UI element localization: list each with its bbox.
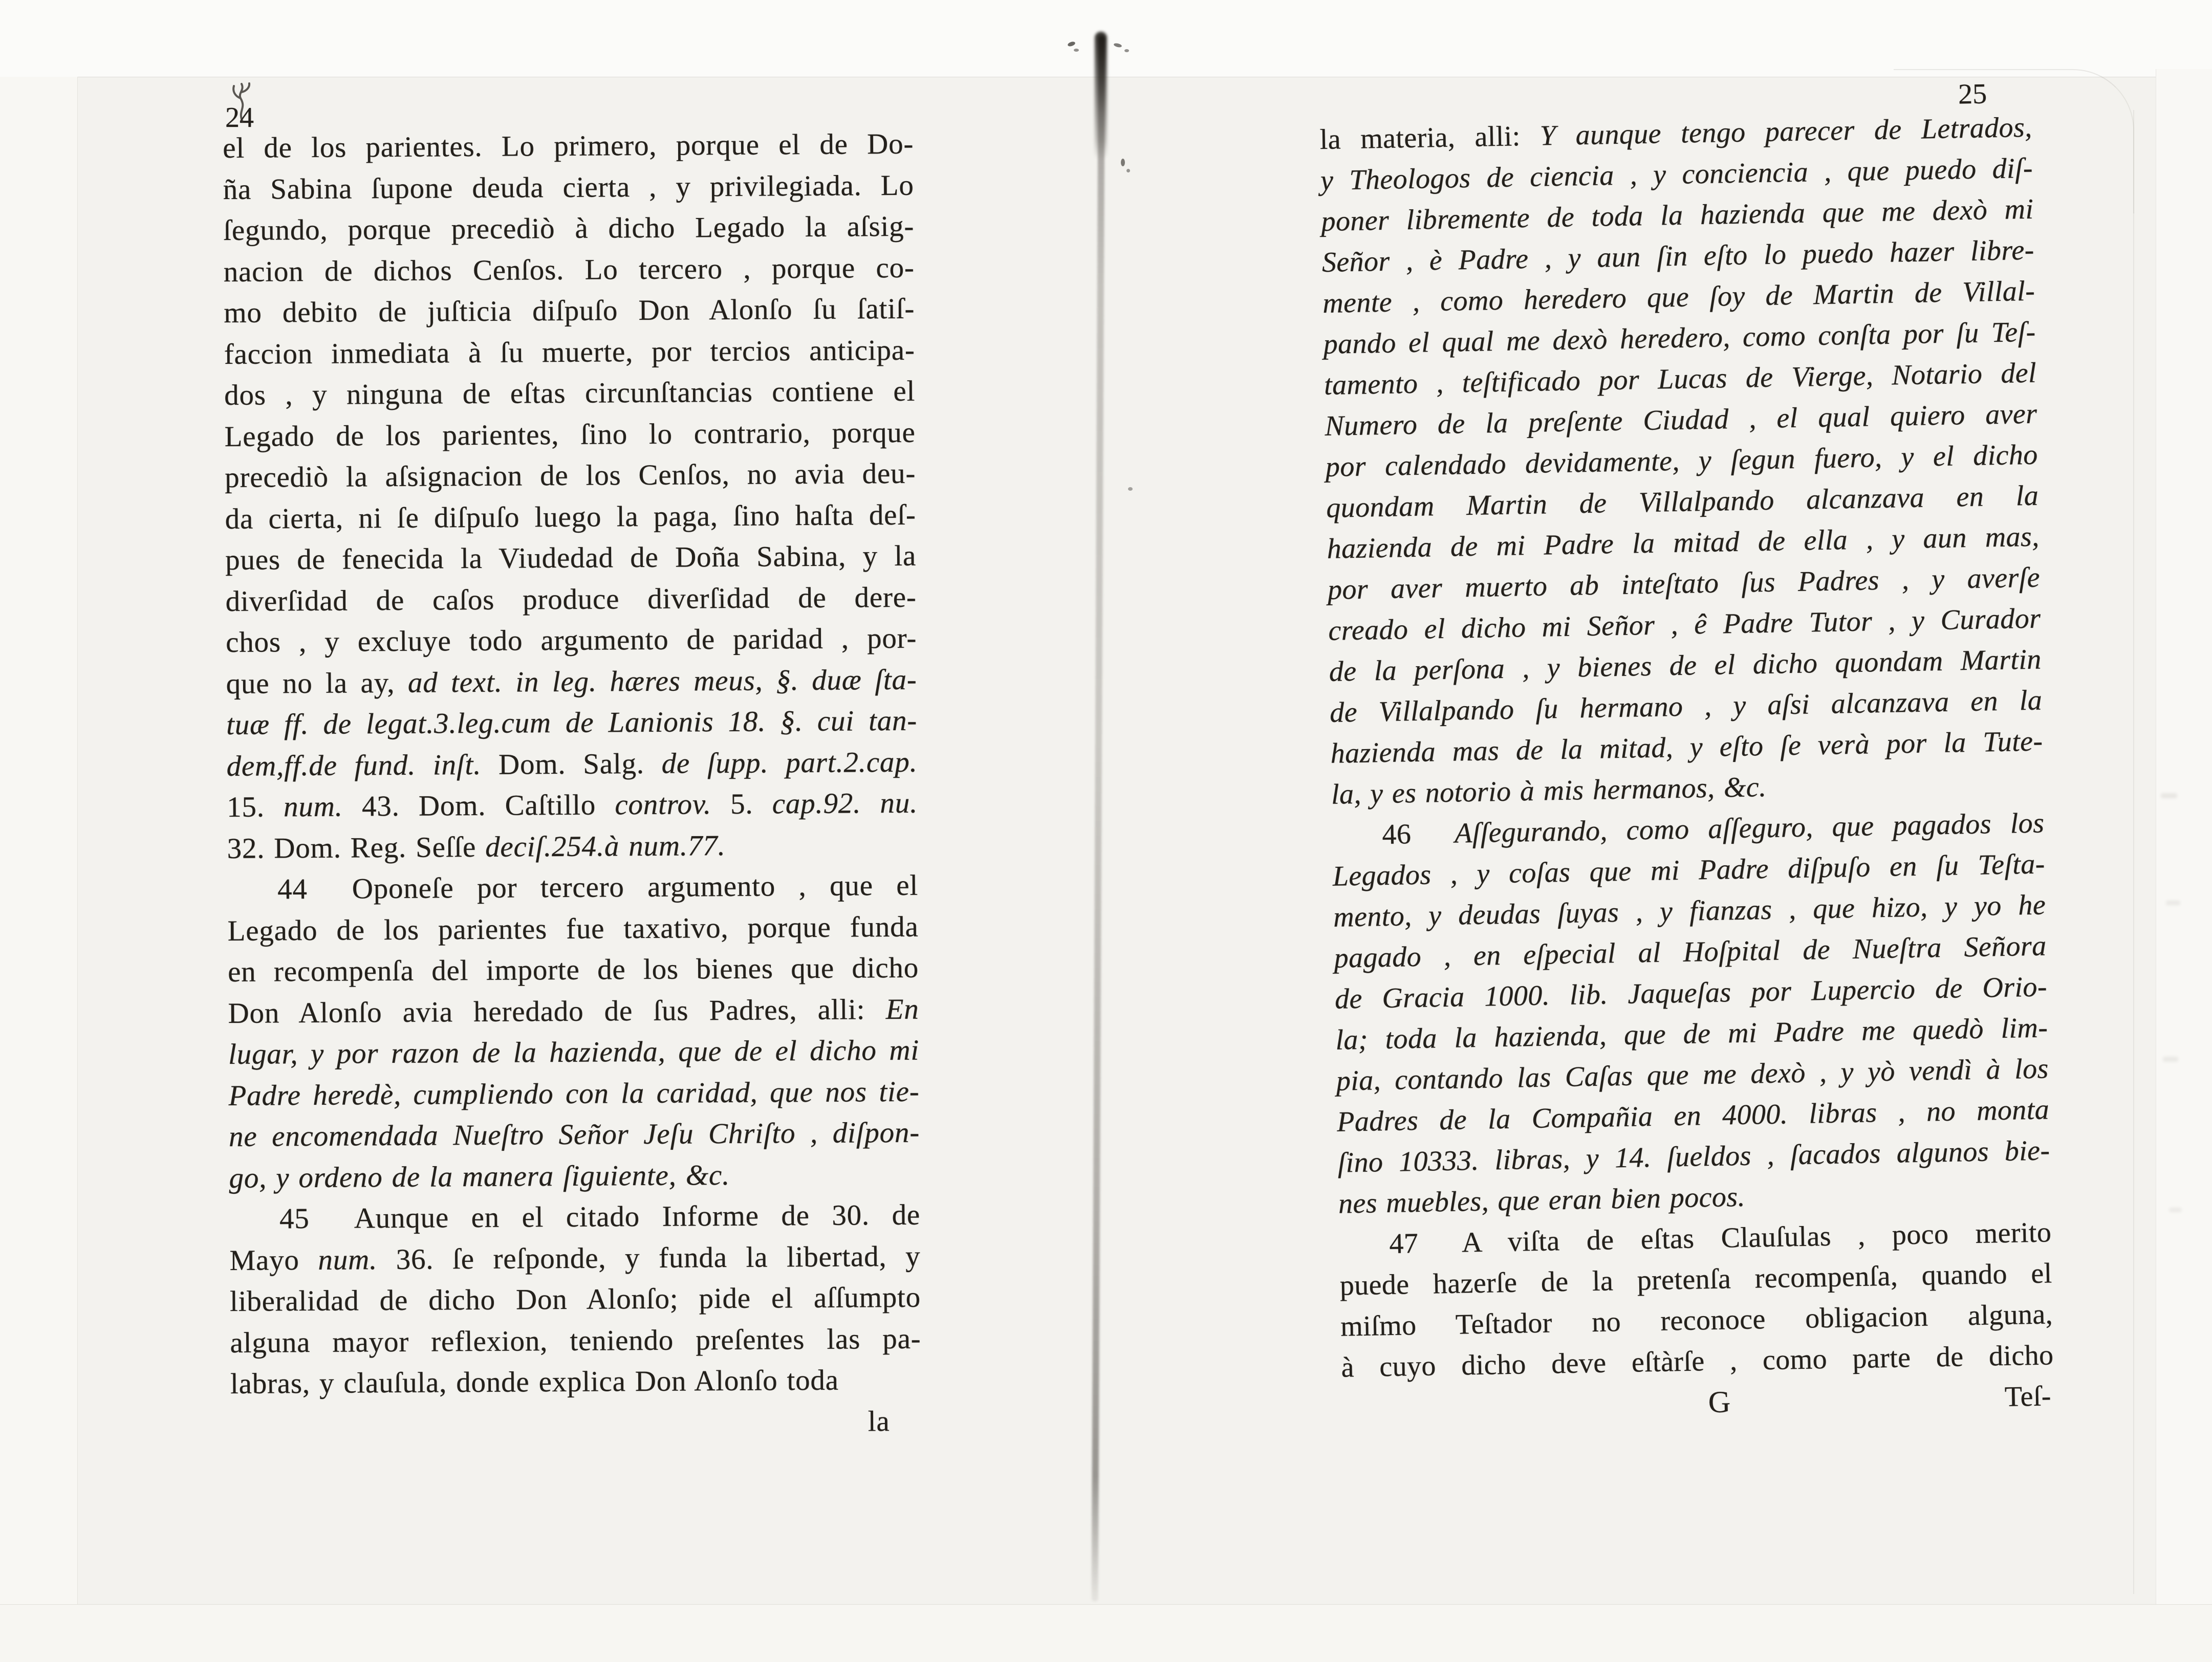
text-line <box>223 124 914 169</box>
text-segment: go, y ordeno de la manera ſiguiente, &c. <box>229 1158 730 1194</box>
text-segment: pia, contando las Caſas que me dexò , y yò vendì à los <box>1336 1053 2049 1097</box>
text-segment: dos , y ninguna de eſtas circunſtancias contiene el <box>224 375 916 411</box>
text-segment: pagado , en eſpecial al Hoſpital de Nueſtra Señora <box>1334 930 2047 974</box>
text-segment: 5. <box>730 788 772 820</box>
text-line <box>227 906 918 952</box>
text-segment: la materia, alli: <box>1319 120 1541 156</box>
text-segment: puede hazerſe de la pretenſa recompenſa, quando el <box>1339 1257 2053 1302</box>
text-segment: creado el dicho mi Señor , ê Padre Tutor , y Curador <box>1328 602 2041 647</box>
catchword: la <box>868 1405 890 1437</box>
ink-speck <box>1126 169 1130 172</box>
text-segment: diverſidad de caſos produce diverſidad de dere- <box>225 581 917 618</box>
text-line <box>226 659 917 705</box>
text-segment: quondam Martin de Villalpando alcanzava en la <box>1326 479 2039 524</box>
text-segment: mente , como heredero que ſoy de Martin de Villal- <box>1322 275 2035 319</box>
text-line <box>229 1153 920 1199</box>
gathering-signature-mark: G <box>1708 1385 1731 1419</box>
text-segment: Padre heredè, cumpliendo con la caridad, que nos tie- <box>228 1075 920 1112</box>
bleed-through-mark <box>2169 1208 2182 1212</box>
text-line <box>228 1030 919 1076</box>
text-segment: En <box>885 993 919 1025</box>
bleed-through-mark <box>2166 901 2180 905</box>
text-line <box>228 1071 919 1117</box>
catchword-line <box>230 1401 921 1446</box>
text-segment: chos , y excluye todo argumento de paridad , por- <box>225 622 917 659</box>
text-segment: num. <box>283 790 362 823</box>
text-line <box>227 824 918 869</box>
text-segment: por aver muerto ab inteſtato ſus Padres , y averſe <box>1327 561 2041 606</box>
text-segment: 46 <box>1381 817 1455 851</box>
ink-speck <box>1128 487 1133 491</box>
text-segment: controv. <box>615 788 731 821</box>
text-line <box>223 247 914 293</box>
ink-speck <box>1121 159 1125 166</box>
text-segment: Mayo <box>229 1243 318 1277</box>
text-line <box>225 577 916 622</box>
text-segment: Don Alonſo avia heredado de ſus Padres, alli: <box>228 993 886 1030</box>
text-segment: da cierta, ni ſe diſpuſo luego la paga, ſino haſta deſ- <box>225 498 916 535</box>
binding-fold-top-shadow <box>1095 32 1107 160</box>
text-segment: 47 A viſta de eſtas Clauſulas , poco merito <box>1389 1216 2052 1260</box>
text-line <box>224 289 915 334</box>
text-segment: 44 Oponeſe por tercero argumento , que el <box>277 869 919 906</box>
text-segment: 32. Dom. Reg. Seſſe <box>227 830 486 865</box>
text-line <box>230 1277 921 1323</box>
page-number-right: 25 <box>1958 78 1987 111</box>
text-line <box>228 948 919 993</box>
ink-speck <box>1074 49 1079 52</box>
text-segment: ſegundo, porque precediò à dicho Legado la aſsig- <box>223 210 915 247</box>
text-segment: Aſſegurando, como aſſeguro, que pagados los <box>1454 807 2045 849</box>
text-segment: tuæ ff. de legat.3.leg.cum de Lanionis 18. §. cui tan- <box>226 704 918 741</box>
text-segment: labras, y clauſula, donde explica Don Alonſo toda <box>230 1364 839 1400</box>
text-segment: Padres de la Compañia en 4000. libras , no monta <box>1336 1094 2050 1138</box>
text-line <box>226 618 917 664</box>
ink-blemish <box>220 81 264 124</box>
paper-bottom-edge <box>0 1604 2212 1662</box>
text-segment: à cuyo dicho deve eſtàrſe , como parte de dicho <box>1341 1339 2054 1384</box>
text-segment: de Villalpando ſu hermano , y aſsi alcanzava en la <box>1329 684 2043 729</box>
text-segment: deciſ.254.à num.77. <box>485 829 726 863</box>
text-segment: 45 Aunque en el citado Informe de 30. de <box>279 1198 921 1235</box>
text-line <box>226 701 917 746</box>
text-segment: mento, y deudas ſuyas , y fianzas , que hizo, y yo he <box>1333 889 2046 933</box>
text-line <box>229 1236 920 1281</box>
text-segment: el de los parientes. Lo primero, porque el de Do- <box>223 127 914 164</box>
page-number-left: 24 <box>225 102 254 134</box>
text-segment: dem,ff.de fund. inſt. <box>226 748 499 782</box>
text-segment: cap.92. nu. <box>772 786 918 820</box>
text-segment: liberalidad de dicho Don Alonſo; pide el aſſumpto <box>229 1281 921 1318</box>
text-segment: por calendado devidamente, y ſegun fuero, y el dicho <box>1325 439 2038 483</box>
bleed-through-mark <box>2163 1057 2178 1062</box>
text-segment: 36. ſe reſponde, y funda la libertad, y <box>396 1240 921 1276</box>
text-segment: de ſupp. part.2.cap. <box>661 746 918 780</box>
text-segment: 15. <box>226 791 284 823</box>
text-segment: de la perſona , y bienes de el dicho quondam Martin <box>1329 643 2042 688</box>
text-segment: precediò la aſsignacion de los Cenſos, no avia deu- <box>224 457 916 494</box>
text-segment: miſmo Teſtador no reconoce obligacion alguna, <box>1340 1298 2053 1343</box>
text-segment: nes muebles, que eran bien pocos. <box>1338 1180 1746 1220</box>
binding-fold-shadow <box>1092 36 1105 1602</box>
text-segment: lugar, y por razon de la hazienda, que de el dicho mi <box>228 1034 920 1070</box>
text-line <box>223 206 914 252</box>
text-segment: ne encomendada Nueſtro Señor Jeſu Chriſto , diſpon- <box>228 1116 920 1153</box>
text-line <box>224 330 915 375</box>
scan-right-margin <box>2156 69 2212 1605</box>
text-segment: Señor , è Padre , y aun ſin eſto lo puedo hazer libre- <box>1321 234 2035 278</box>
text-line <box>227 865 918 911</box>
text-line <box>230 1360 921 1405</box>
text-segment: y Theologos de ciencia , y conciencia , que puedo diſ- <box>1320 152 2033 196</box>
text-line <box>230 1318 921 1364</box>
text-segment: hazienda de mi Padre la mitad de ella , y aun mas, <box>1327 520 2040 565</box>
text-segment: pando el qual me dexò heredero, como conſta por ſu Teſ- <box>1323 316 2036 360</box>
text-line <box>225 453 916 499</box>
text-block-right <box>1319 107 2054 1429</box>
text-segment: la; toda la hazienda, que de mi Padre me quedò lim- <box>1335 1012 2048 1056</box>
text-line <box>229 1112 920 1158</box>
text-segment: Numero de la preſente Ciudad , el qual quiero aver <box>1324 398 2037 442</box>
catchword: Teſ- <box>2004 1380 2052 1413</box>
text-segment: num. <box>318 1243 396 1276</box>
text-segment: tamento , teſtificado por Lucas de Vierge, Notario del <box>1324 357 2037 401</box>
bleed-through-mark <box>2161 793 2177 798</box>
text-segment: poner libremente de toda la hazienda que me dexò mi <box>1320 193 2034 237</box>
text-segment: ſino 10333. libras, y 14. ſueldos , ſacados algunos bie- <box>1337 1134 2050 1179</box>
text-segment: nacion de dichos Cenſos. Lo tercero , porque co- <box>223 251 915 288</box>
text-line <box>224 371 915 417</box>
text-segment: mo debito de juſticia diſpuſo Don Alonſo ſu ſatiſ- <box>224 292 915 329</box>
text-segment: Legados , y coſas que mi Padre diſpuſo en ſu Teſta- <box>1332 848 2046 892</box>
text-segment: Dom. Salg. <box>498 747 662 781</box>
text-segment: hazienda mas de la mitad, y eſto ſe verà por la Tute- <box>1330 725 2043 770</box>
text-segment: ña Sabina ſupone deuda cierta , y privilegiada. Lo <box>223 169 914 206</box>
text-line <box>226 741 917 787</box>
text-line <box>225 494 916 540</box>
text-segment: de Gracia 1000. lib. Jaqueſas por Lupercio de Orio- <box>1334 971 2048 1015</box>
text-block-left <box>223 124 922 1446</box>
text-line <box>227 783 918 828</box>
text-line <box>224 412 915 457</box>
paper-right-edge-line <box>2133 110 2134 1594</box>
text-line <box>225 536 916 581</box>
text-segment: faccion inmediata à ſu muerte, por tercios anticipa- <box>224 334 915 370</box>
text-segment: en recompenſa del importe de los bienes que dicho <box>227 951 919 988</box>
text-line <box>229 1195 920 1240</box>
text-segment: pues de fenecida la Viudedad de Doña Sabina, y la <box>225 539 917 576</box>
ink-speck <box>1124 49 1129 52</box>
text-segment: Y aunque tengo parecer de Letrados, <box>1539 111 2033 152</box>
text-segment: Legado de los parientes, ſino lo contrario, porque <box>224 416 916 453</box>
text-line <box>223 165 914 210</box>
text-segment: ad text. in leg. hæres meus, §. duæ ſta- <box>407 663 917 699</box>
text-line <box>228 989 919 1034</box>
text-segment: la, y es notorio à mis hermanos, &c. <box>1331 771 1767 811</box>
paper-left-edge <box>0 77 78 1605</box>
text-segment: Legado de los parientes fue taxativo, porque funda <box>227 910 919 947</box>
text-segment: alguna mayor reflexion, teniendo preſentes las pa- <box>230 1322 921 1359</box>
text-segment: que no la ay, <box>226 666 408 700</box>
text-segment: 43. Dom. Caſtillo <box>361 789 615 823</box>
